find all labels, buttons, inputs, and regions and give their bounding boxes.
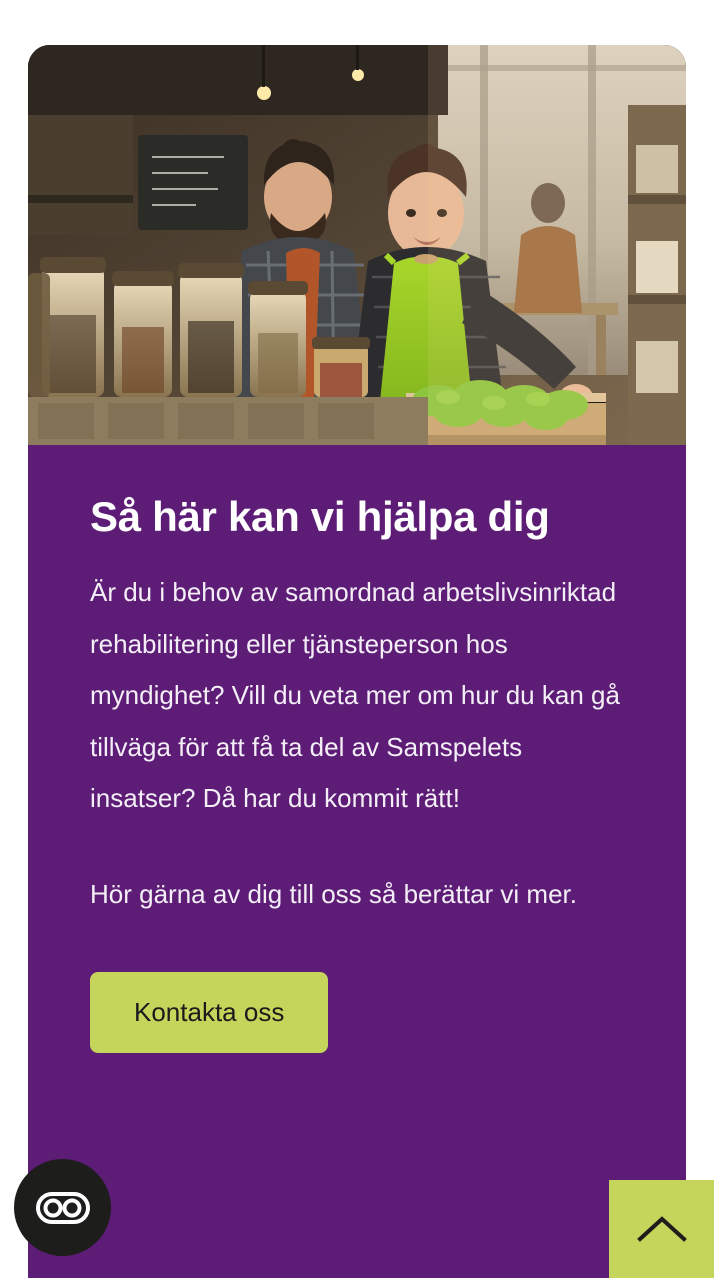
card-paragraph-1: Är du i behov av samordnad arbetslivsinriktad rehabilitering eller tjänsteperson hos myndighet? Vill du veta mer om hur du kan gå tillväga för att få ta del av Samspelets insatser? Då har du kommit rätt! xyxy=(90,577,620,814)
grocery-store-photo xyxy=(28,45,686,445)
cookie-consent-icon xyxy=(35,1191,91,1225)
scroll-to-top-button[interactable] xyxy=(609,1180,714,1278)
photo-illustration xyxy=(28,45,686,445)
contact-us-button[interactable]: Kontakta oss xyxy=(90,972,328,1053)
card-paragraph-2: Hör gärna av dig till oss så berättar vi mer. xyxy=(90,878,577,909)
card-body xyxy=(28,445,686,1053)
page-title: Så här kan vi hjälpa dig xyxy=(90,493,550,540)
chevron-up-icon xyxy=(636,1213,688,1245)
help-card xyxy=(28,45,686,1278)
cookie-consent-button[interactable] xyxy=(14,1159,111,1256)
